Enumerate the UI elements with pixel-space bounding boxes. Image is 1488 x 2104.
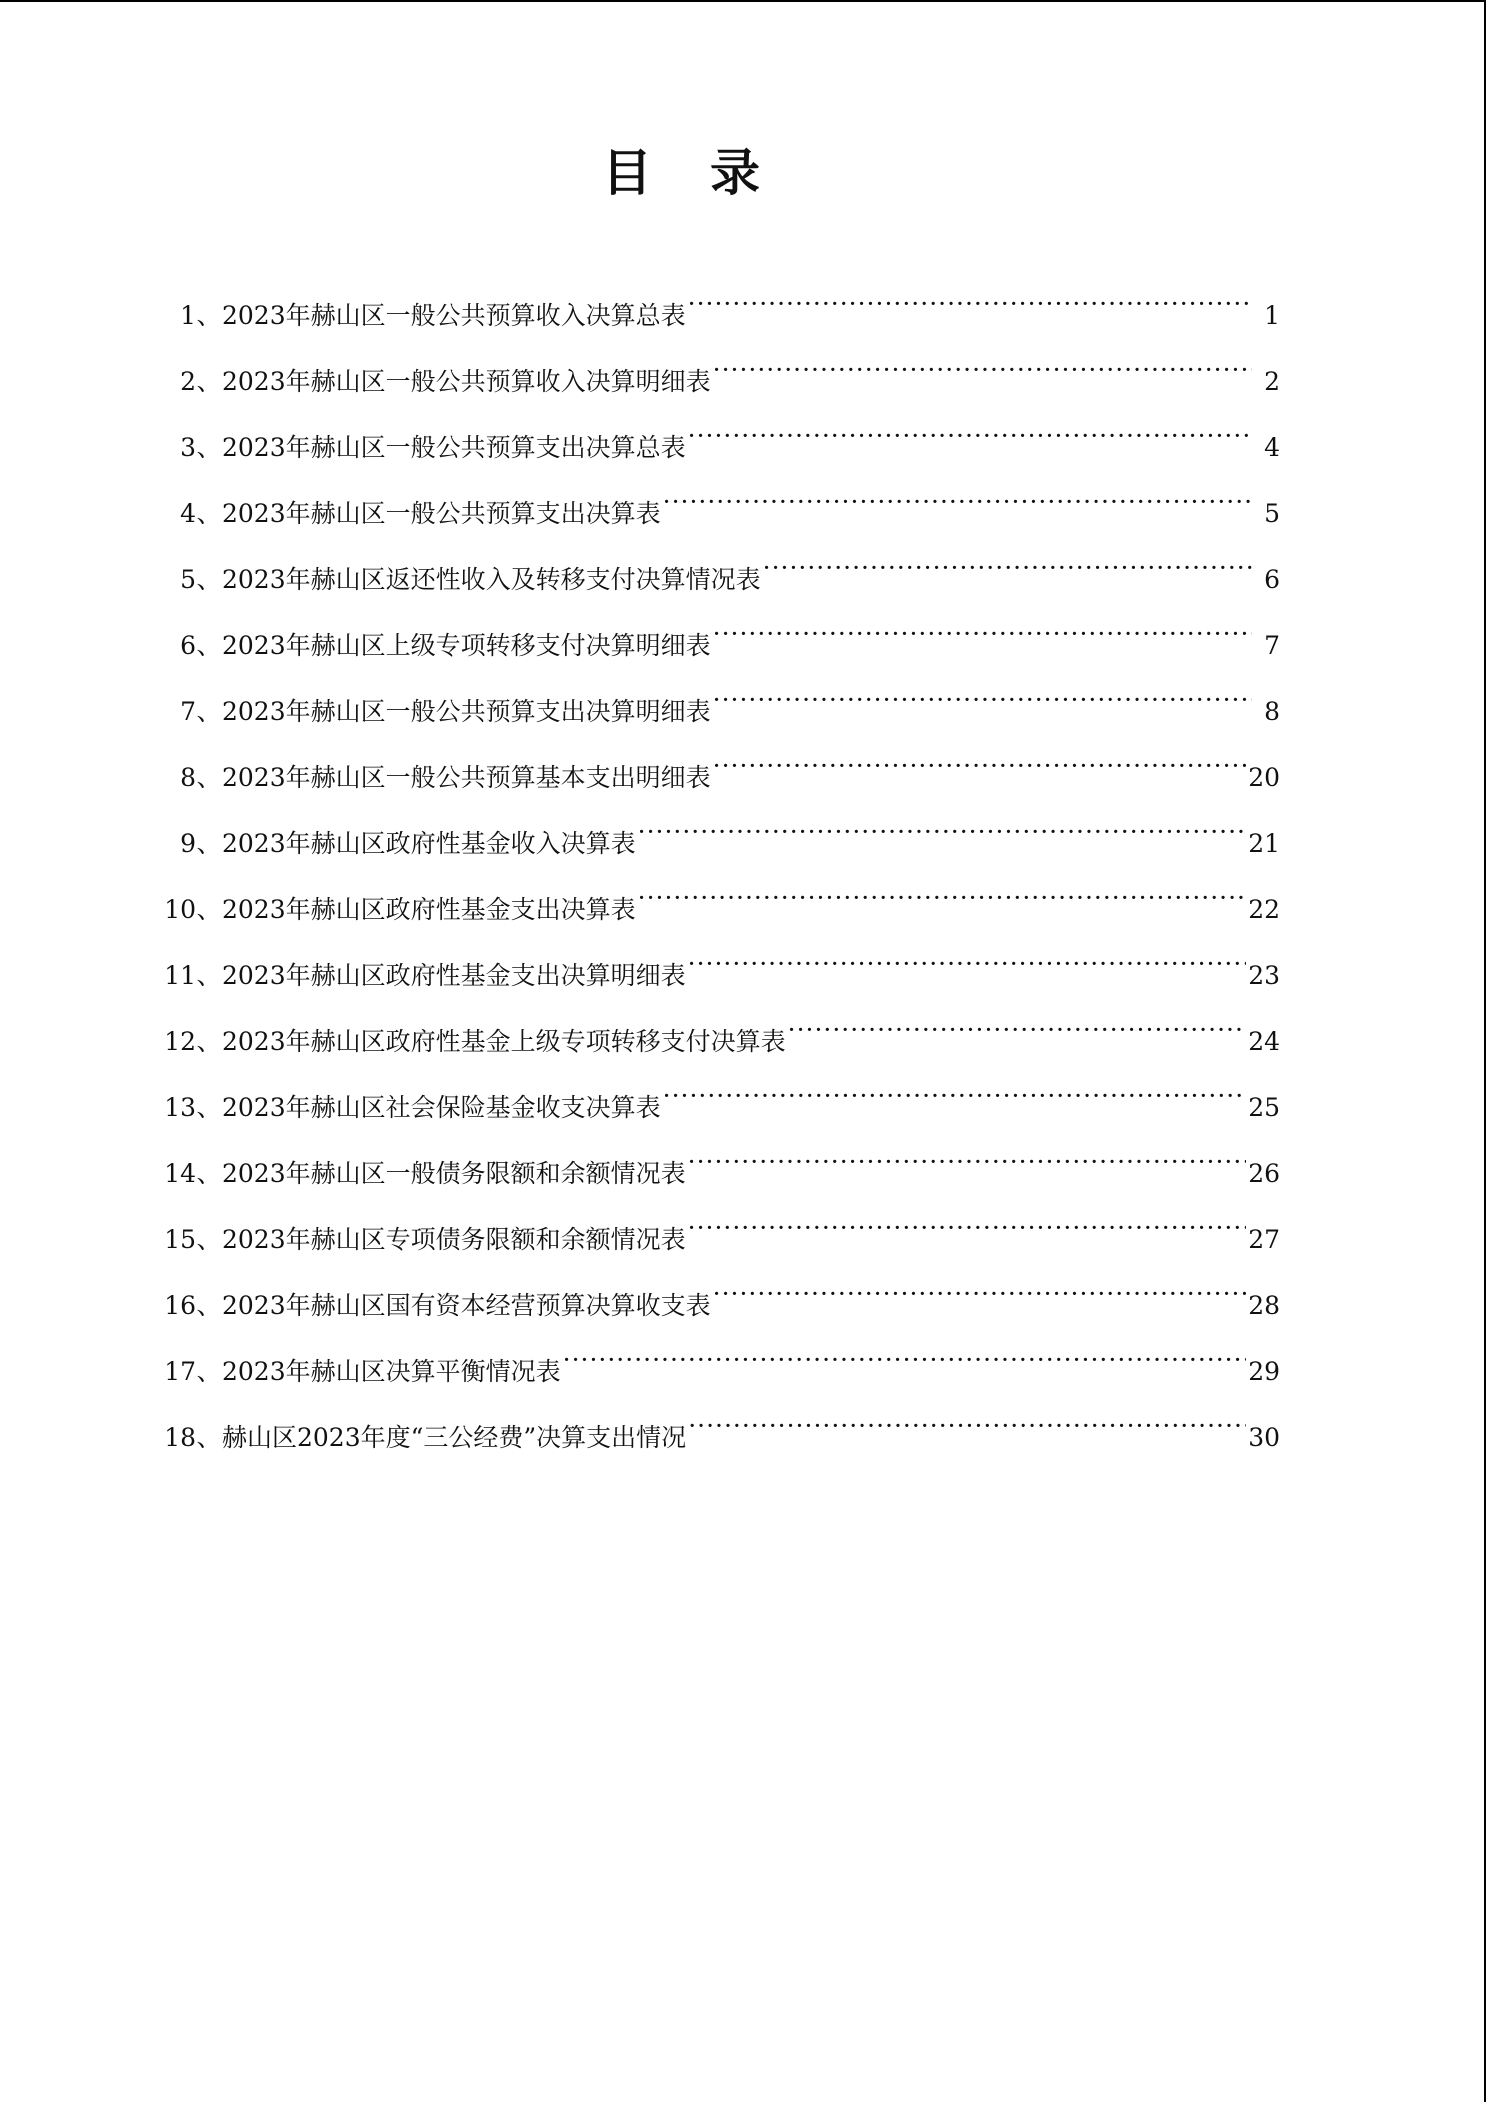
toc-dot-leader	[788, 1010, 1247, 1050]
toc-entry-page-number: 28	[1248, 1291, 1280, 1320]
toc-entry[interactable]	[128, 878, 1280, 944]
toc-dot-leader	[663, 1076, 1247, 1116]
toc-entry-separator: 、	[196, 895, 222, 924]
toc-dot-leader	[638, 878, 1247, 918]
toc-entry-separator: 、	[196, 1423, 222, 1452]
toc-dot-leader	[638, 812, 1247, 852]
toc-entry-separator: 、	[196, 697, 222, 726]
toc-entry[interactable]	[128, 1142, 1280, 1208]
toc-entry-label: 2023年赫山区一般公共预算收入决算总表	[222, 301, 686, 330]
toc-entry-label: 赫山区2023年度“三公经费”决算支出情况	[222, 1423, 687, 1452]
toc-entry-page-number: 21	[1248, 829, 1280, 858]
toc-entry[interactable]	[128, 1406, 1280, 1472]
toc-dot-leader	[563, 1340, 1247, 1380]
toc-entry-page-number: 22	[1248, 895, 1280, 924]
toc-entry-label: 2023年赫山区一般公共预算支出决算表	[222, 499, 661, 528]
toc-entry-page-number: 27	[1248, 1225, 1280, 1254]
toc-entry-page-number: 24	[1248, 1027, 1280, 1056]
toc-entry-page-number: 1	[1264, 301, 1280, 330]
toc-dot-leader	[713, 614, 1252, 654]
toc-entry-page-number: 23	[1248, 961, 1280, 990]
toc-entry-page-number: 26	[1248, 1159, 1280, 1188]
toc-entry-label: 2023年赫山区决算平衡情况表	[222, 1357, 561, 1386]
toc-entry[interactable]	[128, 944, 1280, 1010]
toc-entry-label: 2023年赫山区返还性收入及转移支付决算情况表	[222, 565, 761, 594]
toc-dot-leader	[713, 350, 1252, 390]
toc-entry-label: 2023年赫山区政府性基金收入决算表	[222, 829, 636, 858]
toc-entry[interactable]	[128, 1208, 1280, 1274]
toc-dot-leader	[688, 944, 1247, 984]
toc-entry-number: 2	[180, 367, 196, 396]
toc-entry-number: 9	[180, 829, 196, 858]
toc-entry[interactable]	[128, 482, 1280, 548]
toc-entry[interactable]	[128, 1274, 1280, 1340]
toc-entry-number: 1	[180, 301, 196, 330]
toc-entry-page-number: 20	[1248, 763, 1280, 792]
toc-entry-page-number: 6	[1264, 565, 1280, 594]
toc-entry[interactable]	[128, 1340, 1280, 1406]
toc-entry-number: 8	[180, 763, 196, 792]
toc-entry-number: 4	[180, 499, 196, 528]
toc-entry-separator: 、	[196, 1291, 222, 1320]
toc-entry-label: 2023年赫山区政府性基金支出决算表	[222, 895, 636, 924]
toc-entry[interactable]	[128, 350, 1280, 416]
toc-entry-page-number: 30	[1248, 1423, 1280, 1452]
toc-entry-separator: 、	[196, 433, 222, 462]
toc-dot-leader	[663, 482, 1252, 522]
toc-entry-separator: 、	[196, 961, 222, 990]
toc-entry-number: 14	[164, 1159, 196, 1188]
toc-entry-page-number: 5	[1264, 499, 1280, 528]
toc-entry[interactable]	[128, 548, 1280, 614]
toc-entry-separator: 、	[196, 1225, 222, 1254]
toc-entry[interactable]	[128, 416, 1280, 482]
toc-entry-page-number: 7	[1264, 631, 1280, 660]
toc-entry-page-number: 2	[1264, 367, 1280, 396]
toc-entry-page-number: 29	[1248, 1357, 1280, 1386]
toc-entry-separator: 、	[196, 301, 222, 330]
toc-entry-separator: 、	[196, 1159, 222, 1188]
toc-entry-number: 11	[164, 961, 196, 990]
toc-dot-leader	[688, 416, 1252, 456]
toc-entry-label: 2023年赫山区一般债务限额和余额情况表	[222, 1159, 686, 1188]
toc-entry-separator: 、	[196, 499, 222, 528]
toc-entry-number: 17	[164, 1357, 196, 1386]
toc-entry-number: 13	[164, 1093, 196, 1122]
toc-entry[interactable]	[128, 680, 1280, 746]
toc-entry-separator: 、	[196, 1357, 222, 1386]
toc-dot-leader	[763, 548, 1252, 588]
toc-dot-leader	[713, 680, 1252, 720]
toc-entry-number: 5	[180, 565, 196, 594]
toc-dot-leader	[688, 1406, 1246, 1446]
toc-entry-page-number: 8	[1264, 697, 1280, 726]
toc-entry-label: 2023年赫山区社会保险基金收支决算表	[222, 1093, 661, 1122]
toc-entry-label: 2023年赫山区一般公共预算支出决算明细表	[222, 697, 711, 726]
toc-entry-number: 3	[180, 433, 196, 462]
toc-entry-label: 2023年赫山区政府性基金上级专项转移支付决算表	[222, 1027, 786, 1056]
toc-entry-label: 2023年赫山区一般公共预算支出决算总表	[222, 433, 686, 462]
toc-entry-separator: 、	[196, 565, 222, 594]
toc-entry[interactable]	[128, 812, 1280, 878]
toc-entry-number: 15	[164, 1225, 196, 1254]
toc-entry[interactable]	[128, 746, 1280, 812]
toc-entry-number: 16	[164, 1291, 196, 1320]
page-title: 目录	[602, 143, 818, 202]
table-of-contents	[128, 284, 1280, 1472]
toc-entry-page-number: 4	[1264, 433, 1280, 462]
toc-entry-page-number: 25	[1248, 1093, 1280, 1122]
toc-entry-label: 2023年赫山区上级专项转移支付决算明细表	[222, 631, 711, 660]
toc-dot-leader	[688, 284, 1252, 324]
toc-entry-number: 7	[180, 697, 196, 726]
toc-entry-number: 10	[164, 895, 196, 924]
toc-dot-leader	[688, 1142, 1247, 1182]
toc-entry[interactable]	[128, 1076, 1280, 1142]
toc-entry-number: 6	[180, 631, 196, 660]
toc-entry-separator: 、	[196, 1027, 222, 1056]
toc-entry-label: 2023年赫山区一般公共预算收入决算明细表	[222, 367, 711, 396]
toc-entry[interactable]	[128, 614, 1280, 680]
toc-entry-number: 18	[164, 1423, 196, 1452]
toc-entry-label: 2023年赫山区政府性基金支出决算明细表	[222, 961, 686, 990]
toc-dot-leader	[688, 1208, 1247, 1248]
toc-entry-label: 2023年赫山区专项债务限额和余额情况表	[222, 1225, 686, 1254]
toc-dot-leader	[713, 746, 1247, 786]
toc-entry-label: 2023年赫山区一般公共预算基本支出明细表	[222, 763, 711, 792]
toc-dot-leader	[713, 1274, 1247, 1314]
toc-entry-separator: 、	[196, 367, 222, 396]
toc-entry-number: 12	[164, 1027, 196, 1056]
toc-entry-separator: 、	[196, 763, 222, 792]
toc-entry-label: 2023年赫山区国有资本经营预算决算收支表	[222, 1291, 711, 1320]
toc-entry-separator: 、	[196, 631, 222, 660]
toc-entry-separator: 、	[196, 829, 222, 858]
toc-entry[interactable]	[128, 284, 1280, 350]
toc-entry-separator: 、	[196, 1093, 222, 1122]
toc-entry[interactable]	[128, 1010, 1280, 1076]
